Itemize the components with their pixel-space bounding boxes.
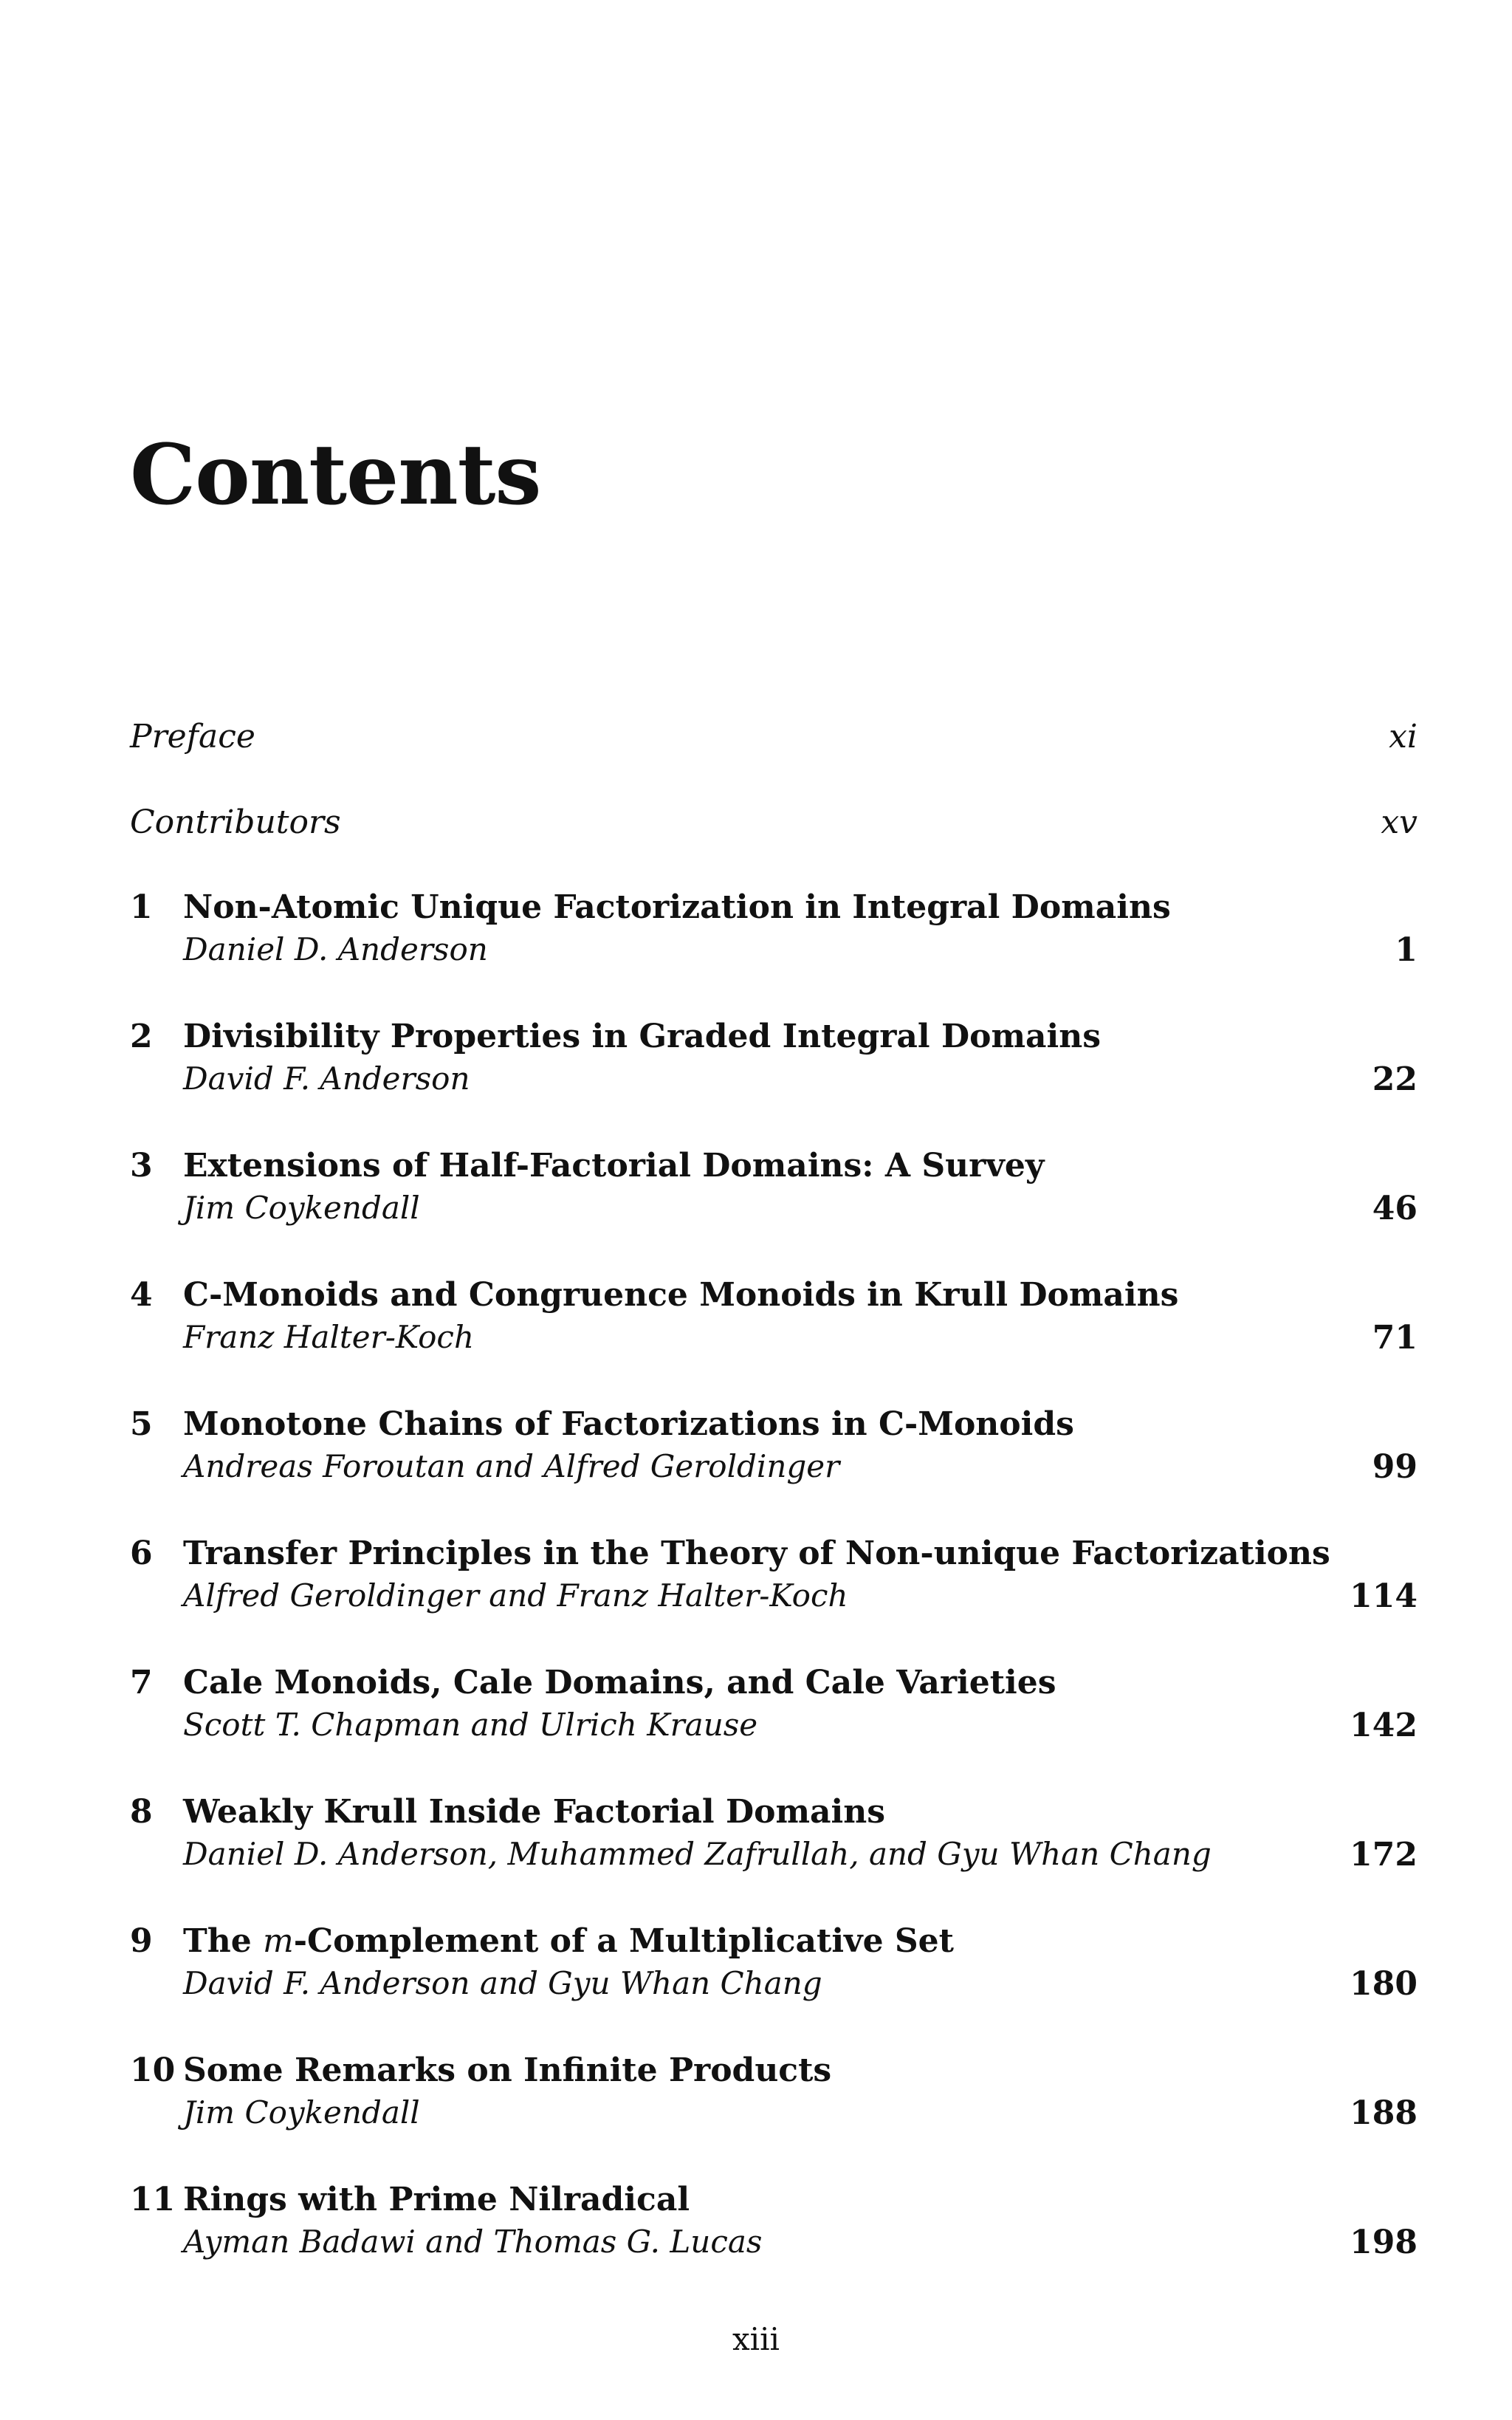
toc-chapter-6[interactable] bbox=[130, 1535, 1418, 1623]
chapter-author: Alfred Geroldinger and Franz Halter-Koch bbox=[183, 1577, 848, 1614]
chapter-author: David F. Anderson and Gyu Whan Chang bbox=[183, 1965, 822, 2001]
chapter-page: 180 bbox=[1350, 1965, 1418, 2003]
chapter-title: Non-Atomic Unique Factorization in Integral Domains bbox=[183, 888, 1171, 926]
chapter-title: The m-Complement of a Multiplicative Set bbox=[183, 1922, 955, 1960]
toc-chapter-8[interactable] bbox=[130, 1793, 1418, 1882]
chapter-page: 114 bbox=[1350, 1577, 1418, 1615]
chapter-author: Franz Halter-Koch bbox=[183, 1319, 474, 1355]
chapter-author: Daniel D. Anderson, Muhammed Zafrullah, and Gyu Whan Chang bbox=[183, 1836, 1212, 1872]
toc-chapter-11[interactable] bbox=[130, 2181, 1418, 2269]
page-number: xiii bbox=[732, 2321, 780, 2357]
toc-chapter-4[interactable] bbox=[130, 1276, 1418, 1365]
chapter-page: 46 bbox=[1372, 1190, 1418, 1227]
chapter-title: Some Remarks on Infinite Products bbox=[183, 2051, 832, 2089]
toc-chapter-9[interactable] bbox=[130, 1922, 1418, 2011]
chapter-number: 2 bbox=[130, 1018, 153, 1055]
chapter-author: Jim Coykendall bbox=[183, 1190, 420, 1226]
chapter-number: 8 bbox=[130, 1793, 153, 1831]
toc-entry-page: xi bbox=[1389, 718, 1418, 755]
chapter-author: Daniel D. Anderson bbox=[183, 931, 488, 967]
chapter-title: Extensions of Half-Factorial Domains: A Survey bbox=[183, 1147, 1045, 1185]
toc-chapter-2[interactable] bbox=[130, 1018, 1418, 1106]
toc-chapter-5[interactable] bbox=[130, 1405, 1418, 1494]
page-title: Contents bbox=[130, 427, 541, 524]
toc-chapter-7[interactable] bbox=[130, 1664, 1418, 1752]
chapter-author: Scott T. Chapman and Ulrich Krause bbox=[183, 1707, 758, 1743]
chapter-page: 172 bbox=[1350, 1836, 1418, 1874]
chapter-title: Rings with Prime Nilradical bbox=[183, 2181, 690, 2218]
toc-entry-page: xv bbox=[1381, 803, 1418, 841]
chapter-title: Transfer Principles in the Theory of Non-unique Factorizations bbox=[183, 1535, 1330, 1572]
chapter-title: Weakly Krull Inside Factorial Domains bbox=[183, 1793, 886, 1831]
chapter-author: Jim Coykendall bbox=[183, 2094, 420, 2131]
toc-entry-contributors[interactable] bbox=[130, 803, 1418, 848]
chapter-page: 22 bbox=[1372, 1060, 1418, 1098]
chapter-author: David F. Anderson bbox=[183, 1060, 470, 1097]
chapter-number: 6 bbox=[130, 1535, 153, 1572]
chapter-number: 7 bbox=[130, 1664, 153, 1701]
chapter-title: C-Monoids and Congruence Monoids in Krull Domains bbox=[183, 1276, 1179, 1314]
chapter-number: 11 bbox=[130, 2181, 176, 2218]
toc-entry-label: Preface bbox=[130, 718, 255, 755]
chapter-page: 1 bbox=[1395, 931, 1418, 969]
chapter-number: 10 bbox=[130, 2051, 176, 2089]
chapter-page: 99 bbox=[1372, 1448, 1418, 1486]
chapter-number: 1 bbox=[130, 888, 153, 926]
chapter-title: Divisibility Properties in Graded Integral Domains bbox=[183, 1018, 1101, 1055]
chapter-page: 188 bbox=[1350, 2094, 1418, 2132]
chapter-page: 198 bbox=[1350, 2224, 1418, 2261]
chapter-author: Ayman Badawi and Thomas G. Lucas bbox=[183, 2224, 763, 2260]
chapter-title: Cale Monoids, Cale Domains, and Cale Varieties bbox=[183, 1664, 1056, 1701]
toc-chapter-10[interactable] bbox=[130, 2051, 1418, 2140]
chapter-author: Andreas Foroutan and Alfred Geroldinger bbox=[183, 1448, 840, 1484]
chapter-number: 5 bbox=[130, 1405, 153, 1443]
toc-entry-preface[interactable] bbox=[130, 718, 1418, 762]
chapter-page: 71 bbox=[1372, 1319, 1418, 1357]
toc-chapter-3[interactable] bbox=[130, 1147, 1418, 1235]
toc-chapter-1[interactable] bbox=[130, 888, 1418, 977]
chapter-title: Monotone Chains of Factorizations in C-Monoids bbox=[183, 1405, 1074, 1443]
chapter-number: 9 bbox=[130, 1922, 153, 1960]
chapter-number: 3 bbox=[130, 1147, 153, 1185]
chapter-number: 4 bbox=[130, 1276, 153, 1314]
chapter-page: 142 bbox=[1350, 1707, 1418, 1744]
toc-entry-label: Contributors bbox=[130, 803, 341, 841]
math-variable: m bbox=[263, 1922, 294, 1960]
